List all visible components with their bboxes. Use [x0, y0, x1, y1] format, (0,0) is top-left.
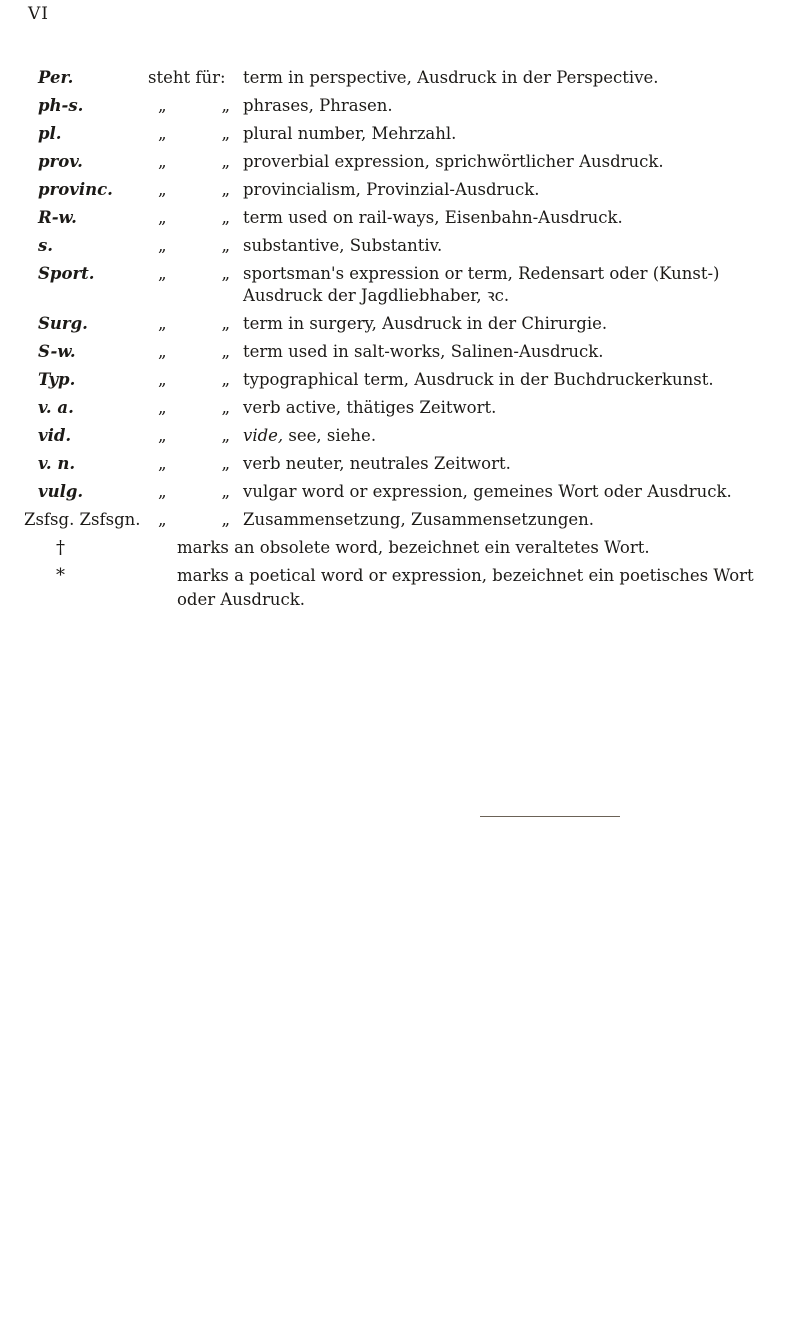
ditto-marks: „ „ [158, 96, 230, 115]
ditto-marks: „ „ [158, 510, 230, 529]
list-item [0, 534, 800, 562]
abbreviation: prov. [38, 152, 83, 171]
definition: provincialism, Provinzial-Ausdruck. [243, 180, 540, 199]
abbreviation: vid. [38, 426, 72, 445]
abbreviation: S-w. [38, 342, 76, 361]
abbreviation: s. [38, 236, 54, 255]
list-item [0, 148, 800, 176]
abbreviation: provinc. [38, 180, 113, 199]
ditto-marks: „ „ [158, 180, 230, 199]
note-text: marks a poetical word or expression, bezeichnet ein poetisches Wort oder Ausdruck. [177, 566, 754, 609]
definition: sportsman's expression or term, Redensart oder (Kunst-) Ausdruck der Jagdliebhaber, ꝛc. [243, 264, 720, 305]
page-number: VI [28, 4, 49, 24]
abbreviation: R-w. [38, 208, 77, 227]
ditto-marks: „ „ [158, 482, 230, 501]
ditto-marks: „ „ [158, 236, 230, 255]
definition: vulgar word or expression, gemeines Wort oder Ausdruck. [243, 482, 732, 501]
definition: proverbial expression, sprichwörtlicher Ausdruck. [243, 152, 664, 171]
abbreviation: vulg. [38, 482, 84, 501]
definition: term in surgery, Ausdruck in der Chirurgie. [243, 314, 608, 333]
list-item [0, 562, 800, 612]
abbreviation-list [0, 64, 800, 612]
list-item [0, 394, 800, 422]
list-item [0, 338, 800, 366]
abbreviation: Per. [38, 68, 74, 87]
dagger-symbol: † [56, 537, 65, 558]
definition: vide, see, siehe. [243, 426, 377, 445]
abbreviation: ph-s. [38, 96, 84, 115]
list-item [0, 366, 800, 394]
definition: plural number, Mehrzahl. [243, 124, 457, 143]
abbreviation: Zsfsg. Zsfsgn. [24, 510, 141, 529]
definition: term in perspective, Ausdruck in der Perspective. [243, 68, 659, 87]
ditto-marks: „ „ [158, 314, 230, 333]
definition: phrases, Phrasen. [243, 96, 393, 115]
ditto-marks: „ „ [158, 398, 230, 417]
definition: verb neuter, neutrales Zeitwort. [243, 454, 511, 473]
ditto-marks: „ „ [158, 426, 230, 445]
list-item [0, 260, 800, 310]
asterisk-symbol: * [56, 565, 65, 586]
ditto-marks: „ „ [158, 370, 230, 389]
header-phrase: steht für: [148, 68, 226, 87]
ditto-marks: „ „ [158, 152, 230, 171]
list-item [0, 232, 800, 260]
ditto-marks: „ „ [158, 124, 230, 143]
definition: term used on rail-ways, Eisenbahn-Ausdruck. [243, 208, 623, 227]
abbreviation: pl. [38, 124, 62, 143]
ditto-marks: „ „ [158, 342, 230, 361]
ditto-marks: „ „ [158, 264, 230, 283]
list-item [0, 176, 800, 204]
abbreviation: Sport. [38, 264, 95, 283]
abbreviation: v. n. [38, 454, 76, 473]
list-item [0, 92, 800, 120]
abbreviation: Typ. [38, 370, 76, 389]
definition: typographical term, Ausdruck in der Buchdruckerkunst. [243, 370, 714, 389]
definition: substantive, Substantiv. [243, 236, 443, 255]
list-item [0, 204, 800, 232]
abbreviation: Surg. [38, 314, 88, 333]
definition: term used in salt-works, Salinen-Ausdruck. [243, 342, 604, 361]
definition: Zusammensetzung, Zusammensetzungen. [243, 510, 595, 529]
list-item [0, 310, 800, 338]
list-item [0, 64, 800, 92]
divider-line [480, 816, 620, 817]
list-item [0, 450, 800, 478]
list-item [0, 506, 800, 534]
list-item [0, 422, 800, 450]
abbreviation: v. a. [38, 398, 74, 417]
list-item [0, 120, 800, 148]
ditto-marks: „ „ [158, 454, 230, 473]
definition: verb active, thätiges Zeitwort. [243, 398, 497, 417]
list-item [0, 478, 800, 506]
ditto-marks: „ „ [158, 208, 230, 227]
note-text: marks an obsolete word, bezeichnet ein veraltetes Wort. [177, 538, 650, 557]
